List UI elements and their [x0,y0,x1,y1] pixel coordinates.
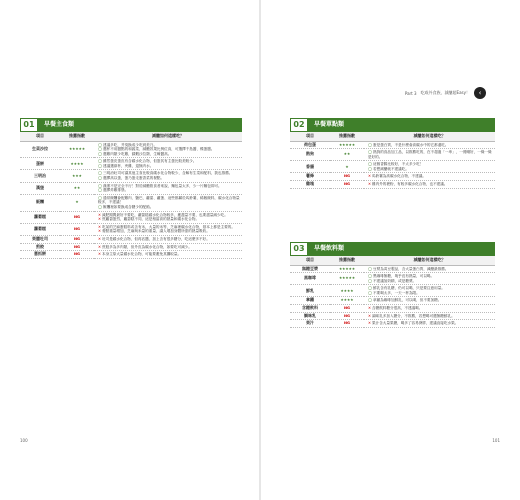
guide-table [20,132,242,259]
tip-text: 蛋是蛋白質，不是什麼會高碳水中的它都還吃。 [373,142,449,147]
tip-line [98,152,241,157]
tip-text: 選擇高以蛋，蛋乃蛋走蛋香菜的餐點。 [103,176,165,181]
recommendation-rating: NG [60,211,94,223]
eating-tips [94,182,242,194]
tip-text: 三明治吐司可讓其他主食比較高碳水化合物較少，含解有生菜和配料，我也推薦。 [103,171,233,176]
tip-line [368,291,494,296]
table-row [20,170,242,182]
section-breakfast-staples [20,118,242,259]
recommendation-rating: NG [330,181,364,189]
circle-icon: ◯ [98,163,103,168]
table-row [290,320,495,328]
tip-text: 吃某的芝麻蛋糕料或含有米，大量的米等，芝麻裡碳水化合物，基本上都是主要的。 [102,224,235,229]
tip-line [98,237,241,242]
tip-line [98,188,241,193]
eating-tips [364,273,495,285]
tip-line [98,217,241,222]
item-name: 蘿蔔糕 [20,223,60,235]
page-number-left: 100 [20,438,28,443]
table-row [290,161,495,173]
item-name: 香腸 [290,161,330,173]
eating-tips [364,265,495,273]
cross-icon: ✕ [368,313,372,318]
column-header: 推薦指數 [60,132,94,141]
table-row [290,149,495,161]
recommendation-rating: NG [330,312,364,320]
section-header [290,118,495,132]
tip-text: 選雞肉類少吃雞，蘇蝦沙拉類，生蠔醬高。 [103,151,172,156]
item-name: 拿鐵 [290,297,330,305]
column-header: 減醣如何這樣吃？ [364,256,495,265]
table-row [290,265,495,273]
cross-icon: ✕ [98,252,102,257]
table-row [290,141,495,149]
recommendation-rating: ★★★ [60,170,94,182]
tip-line [98,176,241,181]
item-name: 無糖豆漿 [290,265,330,273]
tip-text: 漢堡不是完全不行！對於減醣飲食者來說，麵包量太多，少一片麵包即可。 [103,183,222,188]
tip-text: 豆漿為黃豆製品，含大量蛋白質，減醣最推薦。 [373,266,449,271]
column-header: 項目 [290,256,330,265]
table-row [20,194,242,211]
circle-icon: ◯ [368,286,373,291]
item-name: 鮮乳 [290,285,330,297]
cross-icon: ✕ [98,212,102,217]
cross-icon: ✕ [368,182,372,187]
recommendation-rating: NG [60,251,94,259]
column-header: 項目 [290,132,330,141]
column-header: 減醣如何這樣吃？ [94,132,242,141]
circle-icon: ◯ [368,266,373,271]
circle-icon: ◯ [98,176,103,181]
recommendation-rating: ★★ [60,182,94,194]
eating-tips [364,305,495,313]
eating-tips [94,223,242,235]
eating-tips [94,236,242,244]
circle-icon: ◯ [368,150,373,155]
table-row [20,223,242,235]
tip-line [98,229,241,234]
circle-icon: ◯ [98,151,103,156]
recommendation-rating: NG [330,173,364,181]
tip-text: 不要喝太多，一天一杯為限。 [373,290,420,295]
section-title: 早餐飲料類 [308,242,495,256]
eating-tips [364,173,495,181]
item-name: 黑咖啡 [290,273,330,285]
tip-text: 煎餃多為多肉類，但外皮為碳水化合物，如要吃可減少。 [102,244,192,249]
cross-icon: ✕ [98,224,102,229]
item-name: 荷包蛋 [290,141,330,149]
tip-text: 選杯不用醬點的和蔬菜，減醣效果比例位高，可選擇千島醬、蝶蛋醬。 [103,147,215,152]
eating-tips [364,320,495,328]
circle-icon: ◯ [368,290,373,295]
item-name: 薯條 [290,173,330,181]
recommendation-rating: NG [60,223,94,235]
section-breakfast-drinks [290,242,495,328]
eating-tips [94,194,242,211]
tip-text: 飯糰裡如要換成含糖少的配餡。 [103,205,154,210]
item-name: 蘿蔔糕 [20,211,60,223]
tip-text: 吐司是碳水化合物，但再沾醬，加上含有很多糖分，吃這麼多不好。 [102,237,210,241]
item-name: 煎餃 [20,243,60,251]
eating-tips [364,161,495,173]
circle-icon: ◯ [98,205,103,210]
recommendation-rating: ★★ [330,149,364,161]
cross-icon: ✕ [98,237,102,241]
circle-icon: ◯ [368,162,373,167]
tip-text: 馬鈴薯為高碳水化合物，不建議。 [372,174,426,179]
item-name: 三明治 [20,170,60,182]
tip-text: 黑咖啡無糖，幾乎沒有熱量，可以喝。 [373,274,435,279]
table-row [20,243,242,251]
section-header [20,118,242,132]
tip-text: 熱狗的食品加工品，以推薦吃的，在不超過「一串」，一餐剛好，一條一條是好的。 [368,150,492,159]
recommendation-rating: ★★★★★ [330,141,364,149]
tip-line [368,150,494,159]
tip-text: 拿鐵為咖啡加鮮乳，可以喝，但不要加糖。 [373,298,442,303]
tip-line [368,314,494,319]
item-name: 果醬吐司 [20,236,60,244]
gutter [259,0,261,500]
tip-text: 本身主原大量碳水化合物，可能要避免其攝取量。 [102,252,182,257]
circle-icon: ◯ [98,188,103,193]
item-name: 雞塊 [290,181,330,189]
eating-tips [364,141,495,149]
eating-tips [94,170,242,182]
table-row [20,236,242,244]
running-header-part: Part 3 [404,90,417,96]
section-title: 早餐主食類 [38,118,242,132]
section-number: 01 [20,118,38,132]
page-number-right: 101 [492,438,500,443]
circle-icon: ◯ [98,142,103,147]
tip-line [98,196,241,205]
recommendation-rating: ★★★★★ [60,141,94,158]
tip-line [368,321,494,326]
circle-icon: ◯ [368,142,373,147]
tip-line [368,182,494,187]
chevron-left-icon: ‹ [474,87,486,99]
tip-text: 餐點重量增加，芝麻與米量的重量，讓人增加身體所需的熱量吸收。 [102,229,210,234]
tip-text: 果汁含大量果糖，喝多了容易發胖，建議直接吃水果。 [372,321,459,326]
tip-text: 調味乳多加入糖分，不推薦，若想喝可選無糖鮮乳。 [372,313,455,318]
item-name: 生菜沙拉 [20,141,60,158]
table-row [290,173,495,181]
recommendation-rating: ★ [330,161,364,173]
eating-tips [94,251,242,259]
tip-line [368,267,494,272]
tip-text: 不建議加奶精，或是糖漿。 [373,278,417,283]
section-title: 早餐單點類 [308,118,495,132]
eating-tips [364,312,495,320]
tip-line [368,306,494,311]
column-header: 推薦指數 [330,132,364,141]
recommendation-rating: ★★★★★ [330,265,364,273]
tip-text: 煎蘿蔔蛋烈，蘿蔔糕不同，這是相當高的熱量和碳水化合物。 [102,217,200,222]
tip-text: 減肥期間最好不要吃，蘿蔔糕碳水化合物較多，應盡量不要，也要盡量減少吃。 [102,212,228,217]
cross-icon: ✕ [98,217,102,222]
tip-text: 若想減醣就不建議吃。 [373,166,409,171]
recommendation-rating: ★★★★ [60,158,94,170]
cross-icon: ✕ [368,174,372,179]
recommendation-rating: NG [60,236,94,244]
column-header: 推薦指數 [330,256,364,265]
eating-tips [364,297,495,305]
table-row [20,251,242,259]
tip-line [98,205,241,210]
circle-icon: ◯ [368,274,373,279]
circle-icon: ◯ [98,171,103,176]
item-name: 飯糰 [20,194,60,211]
running-header-title: 吃咸外食族，減醣超Easy！ [420,90,470,95]
eating-tips [364,285,495,297]
tip-line [368,298,494,303]
table-row [290,312,495,320]
table-row [290,181,495,189]
cross-icon: ✕ [98,229,102,234]
table-row [290,297,495,305]
tip-text: 含糖飲料糖分很高，不建議喝。 [372,306,423,311]
tip-line [98,245,241,250]
eating-tips [364,181,495,189]
tip-text: 鮮乳含有乳糖，仍可以喝，只是要注意用量。 [373,286,445,291]
eating-tips [364,149,495,161]
eating-tips [94,211,242,223]
table-row [290,305,495,313]
tip-line [98,164,241,169]
circle-icon: ◯ [368,166,373,171]
circle-icon: ◯ [98,147,103,152]
circle-icon: ◯ [98,183,103,188]
tip-line [368,167,494,172]
column-header: 減醣如何這樣吃？ [364,132,495,141]
table-row [20,211,242,223]
section-number: 03 [290,242,308,256]
tip-text: 雖然蛋皮蛋皮有含碳水化合物，但蛋其有主蛋比較美較少。 [103,159,197,164]
recommendation-rating: ★★★★ [330,285,364,297]
circle-icon: ◯ [98,195,103,200]
running-header [405,87,486,99]
item-name: 果汁 [290,320,330,328]
tip-text: 這個香腸比較好，不太多少吃！ [373,162,424,167]
item-name: 含糖飲料 [290,305,330,313]
eating-tips [94,243,242,251]
guide-table [290,256,495,328]
eating-tips [94,158,242,170]
tip-text: 通常飯糰會配雞肉、鹽巴、蘿蔔、蘿蛋、這些都屬於馬鈴薯，稀飯飯料，碳水化合物量較多，不建議！ [98,195,240,205]
circle-icon: ◯ [98,159,103,164]
table-row [290,273,495,285]
recommendation-rating: NG [330,305,364,313]
column-header: 項目 [20,132,60,141]
tip-text: 選擇炸雞排堡。 [103,188,129,193]
item-name: 調味乳 [290,312,330,320]
cross-icon: ✕ [98,244,102,249]
cross-icon: ✕ [368,306,372,311]
circle-icon: ◯ [368,278,373,283]
table-row [20,158,242,170]
tip-line [368,174,494,179]
item-name: 蔥抓餅 [20,251,60,259]
tip-text: 雞肉外的裹粉，有較多碳水化合物，也不建議。 [372,182,448,187]
section-header [290,242,495,256]
tip-line [368,279,494,284]
recommendation-rating: ★★★★ [330,297,364,305]
recommendation-rating: ★ [60,194,94,211]
item-name: 漢堡 [20,182,60,194]
recommendation-rating: NG [330,320,364,328]
recommendation-rating: ★★★★★ [330,273,364,285]
tip-text: 建議選兩杯，夾雞，退無肉水。 [103,163,154,168]
tip-line [98,252,241,257]
item-name: 蛋餅 [20,158,60,170]
table-row [20,141,242,158]
item-name: 熱狗 [290,149,330,161]
section-breakfast-sides [290,118,495,189]
section-number: 02 [290,118,308,132]
tip-text: 建議多吃，并臭換成少吃到美乃。 [103,142,157,147]
circle-icon: ◯ [368,298,373,303]
cross-icon: ✕ [368,321,372,326]
eating-tips [94,141,242,158]
recommendation-rating: NG [60,243,94,251]
tip-line [368,143,494,148]
guide-table [290,132,495,189]
table-row [20,182,242,194]
table-row [290,285,495,297]
